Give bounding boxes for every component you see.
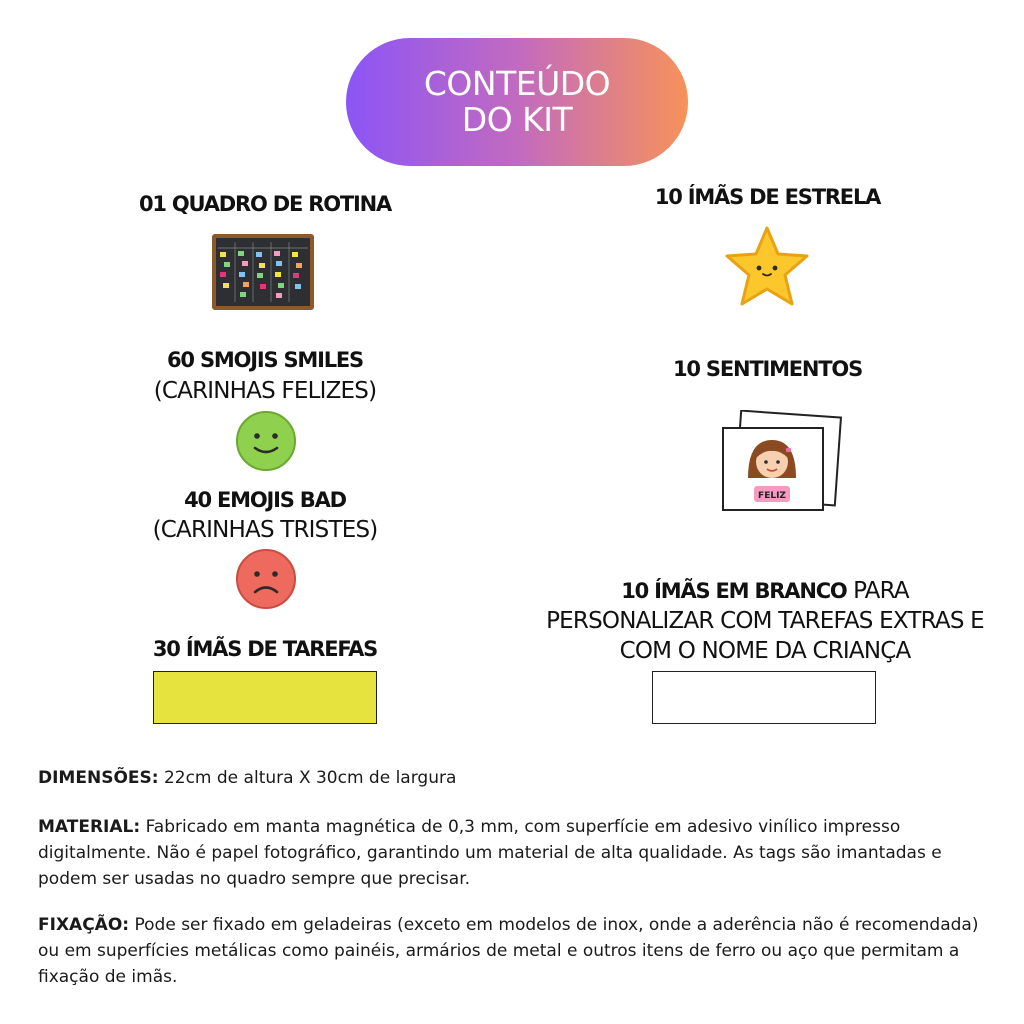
- routine-board-icon: [212, 234, 314, 310]
- star-magnets-title: 10 ÍMÃS DE ESTRELA: [654, 185, 881, 209]
- routine-board-title: 01 QUADRO DE ROTINA: [138, 192, 392, 216]
- material-label: MATERIAL:: [38, 817, 141, 837]
- blank-magnets-line-3: COM O NOME DA CRIANÇA: [619, 638, 911, 664]
- task-magnets-title: 30 ÍMÃS DE TAREFAS: [152, 637, 378, 661]
- happy-faces-subtitle: (CARINHAS FELIZES): [153, 378, 377, 404]
- blank-magnets-para: PARA: [846, 578, 909, 604]
- fixation-text: Pode ser fixado em geladeiras (exceto em modelos de inox, onde a aderência não é recomendada) ou em superfícies metálicas como painéis, armários de metal e outros itens de ferro ou aço que permitam a fixação de imãs.: [38, 915, 979, 987]
- dimensions-paragraph: [38, 765, 988, 791]
- kit-contents-banner: [346, 38, 688, 166]
- material-text: Fabricado em manta magnética de 0,3 mm, com superfície em adesivo vinílico impresso digitalmente. Não é papel fotográfico, garantindo um material de alta qualidade. As tags são imantadas e podem ser usadas no quadro sempre que precisar.: [38, 817, 942, 889]
- sad-faces-title: 40 EMOJIS BAD: [184, 488, 346, 512]
- feelings-card-icon: [720, 410, 842, 512]
- blank-magnets-line-2: PERSONALIZAR COM TAREFAS EXTRAS E: [546, 608, 984, 634]
- dimensions-label: DIMENSÕES:: [38, 768, 159, 788]
- happy-face-icon: [235, 410, 297, 472]
- banner-line-1: CONTEÚDO: [423, 64, 611, 103]
- material-paragraph: [38, 814, 988, 892]
- feelings-title: 10 SENTIMENTOS: [672, 357, 863, 381]
- dimensions-text: 22cm de altura X 30cm de largura: [158, 768, 457, 788]
- blank-magnets-line-1: [520, 578, 1010, 604]
- fixation-label: FIXAÇÃO:: [38, 915, 130, 935]
- feeling-card-label: FELIZ: [758, 491, 786, 501]
- fixation-paragraph: [38, 912, 988, 990]
- banner-line-2: DO KIT: [461, 100, 573, 139]
- blank-magnets-title: 10 ÍMÃS EM BRANCO: [621, 579, 847, 603]
- star-face-icon: [721, 224, 813, 310]
- sad-face-icon: [235, 548, 297, 610]
- blank-magnet-sample: [652, 671, 876, 724]
- task-magnet-sample: [153, 671, 377, 724]
- happy-faces-title: 60 SMOJIS SMILES: [167, 348, 363, 372]
- sad-faces-subtitle: (CARINHAS TRISTES): [152, 517, 378, 543]
